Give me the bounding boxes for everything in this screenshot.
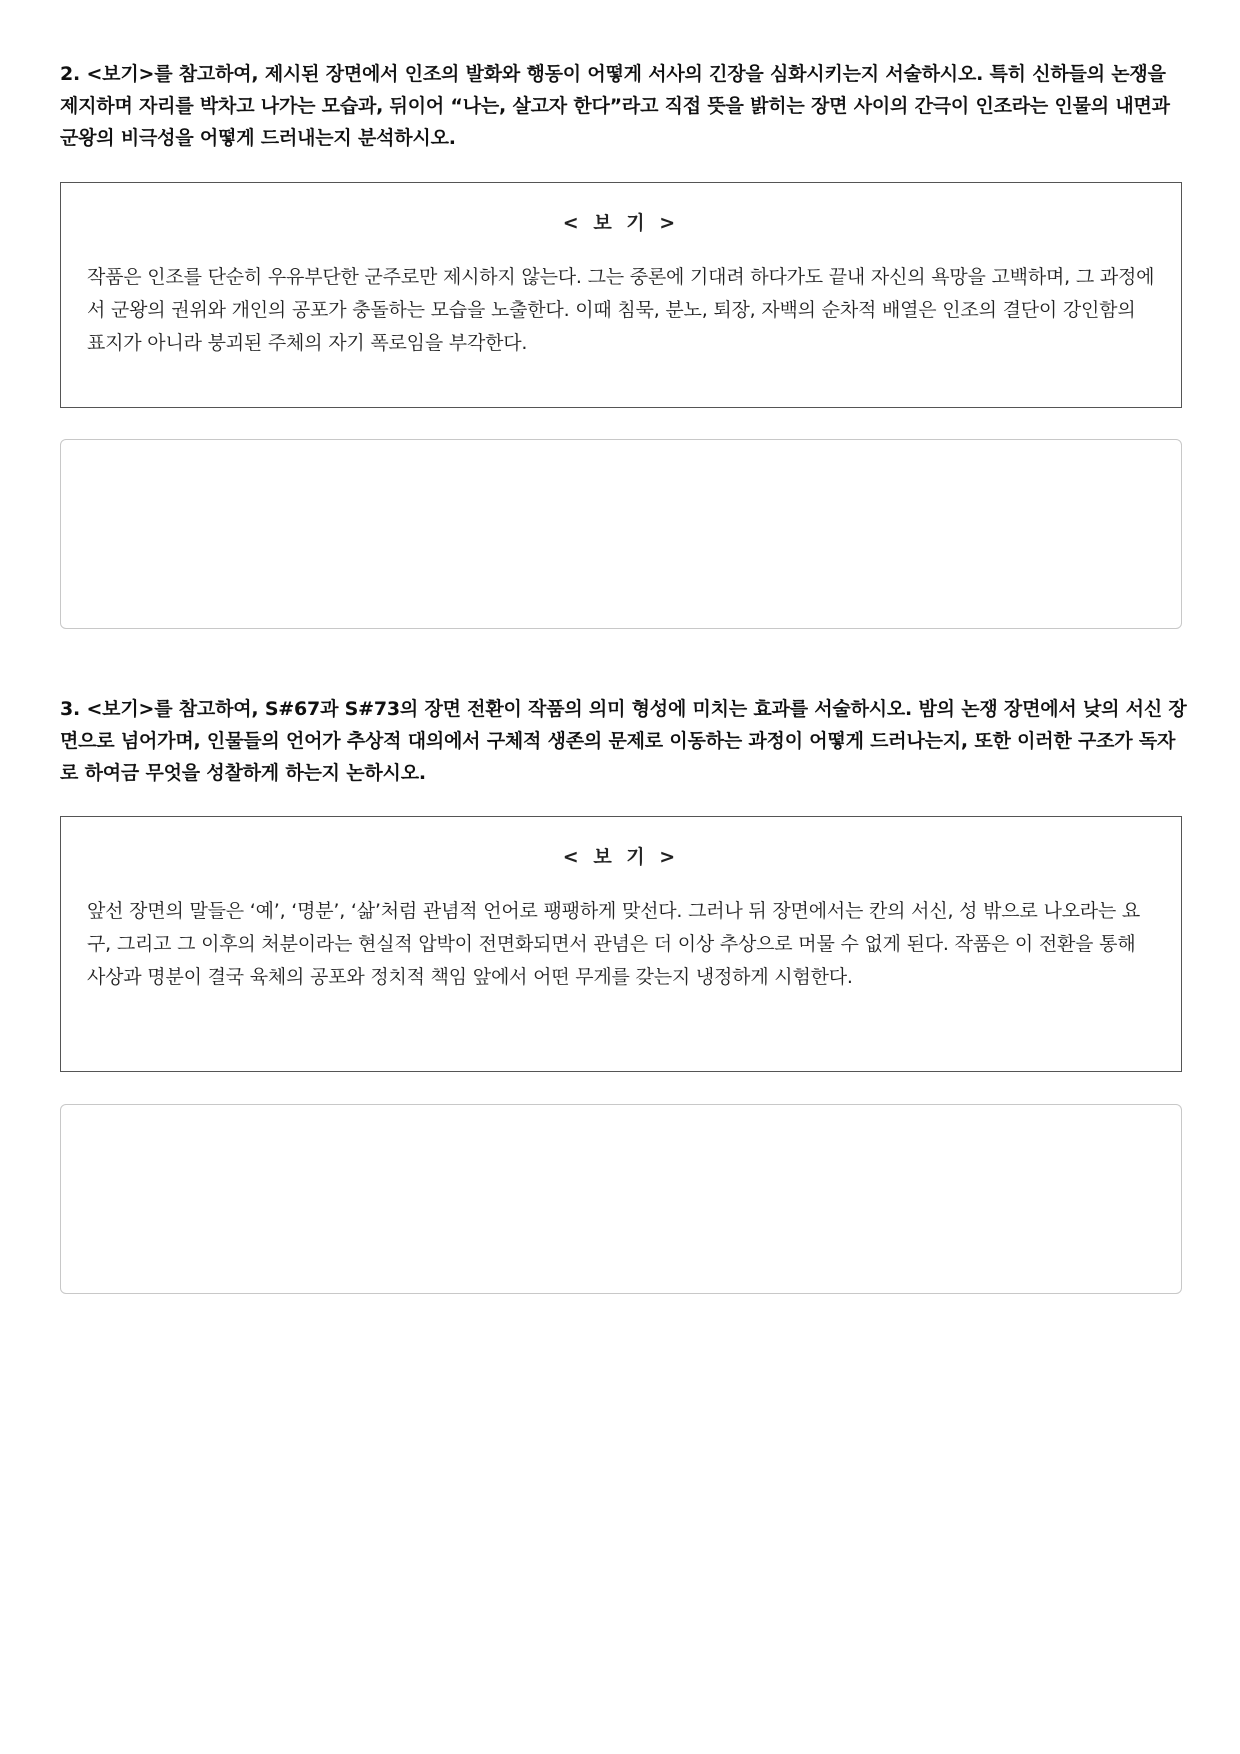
question-3-prompt: 3. <보기>를 참고하여, S#67과 S#73의 장면 전환이 작품의 의미 형성에 미치는 효과를 서술하시오. 밤의 논쟁 장면에서 낮의 서신 장면으로 넘어가며, 인물들의 언어가 추상적 대의에서 구체적 생존의 문제로 이동하는 과정이 어떻게 드러나는지, 또한 이러한 구조가 독자로 하여금 무엇을 성찰하게 하는지 논하시오. bbox=[60, 698, 1187, 784]
bogi-title: < 보 기 > bbox=[562, 846, 680, 868]
bogi-title: < 보 기 > bbox=[562, 212, 680, 234]
question-2-prompt: 2. <보기>를 참고하여, 제시된 장면에서 인조의 발화와 행동이 어떻게 서사의 긴장을 심화시키는지 서술하시오. 특히 신하들의 논쟁을 제지하며 자리를 박차고 나가는 모습과, 뒤이어 “나는, 살고자 한다”라고 직접 뜻을 밝히는 장면 사이의 간극이 인조라는 인물의 내면과 군왕의 비극성을 어떻게 드러내는지 분석하시오. bbox=[60, 63, 1170, 149]
bogi-text: 작품은 인조를 단순히 우유부단한 군주로만 제시하지 않는다. 그는 중론에 기대려 하다가도 끝내 자신의 욕망을 고백하며, 그 과정에서 군왕의 권위와 개인의 공포가 충돌하는 모습을 노출한다. 이때 침묵, 분노, 퇴장, 자백의 순차적 배열은 인조의 결단이 강인함의 표지가 아니라 붕괴된 주체의 자기 폭로임을 부각한다. bbox=[87, 266, 1155, 354]
bogi-box-q3 bbox=[60, 816, 1182, 1072]
bogi-box-q2 bbox=[60, 182, 1182, 408]
answer-box-q3[interactable] bbox=[60, 1104, 1182, 1294]
bogi-text: 앞선 장면의 말들은 ‘예’, ‘명분’, ‘삶’처럼 관념적 언어로 팽팽하게 맞선다. 그러나 뒤 장면에서는 칸의 서신, 성 밖으로 나오라는 요구, 그리고 그 이후의 처분이라는 현실적 압박이 전면화되면서 관념은 더 이상 추상으로 머물 수 없게 된다. 작품은 이 전환을 통해 사상과 명분이 결국 육체의 공포와 정치적 책임 앞에서 어떤 무게를 갖는지 냉정하게 시험한다. bbox=[87, 900, 1141, 988]
answer-box-q2[interactable] bbox=[60, 439, 1182, 629]
